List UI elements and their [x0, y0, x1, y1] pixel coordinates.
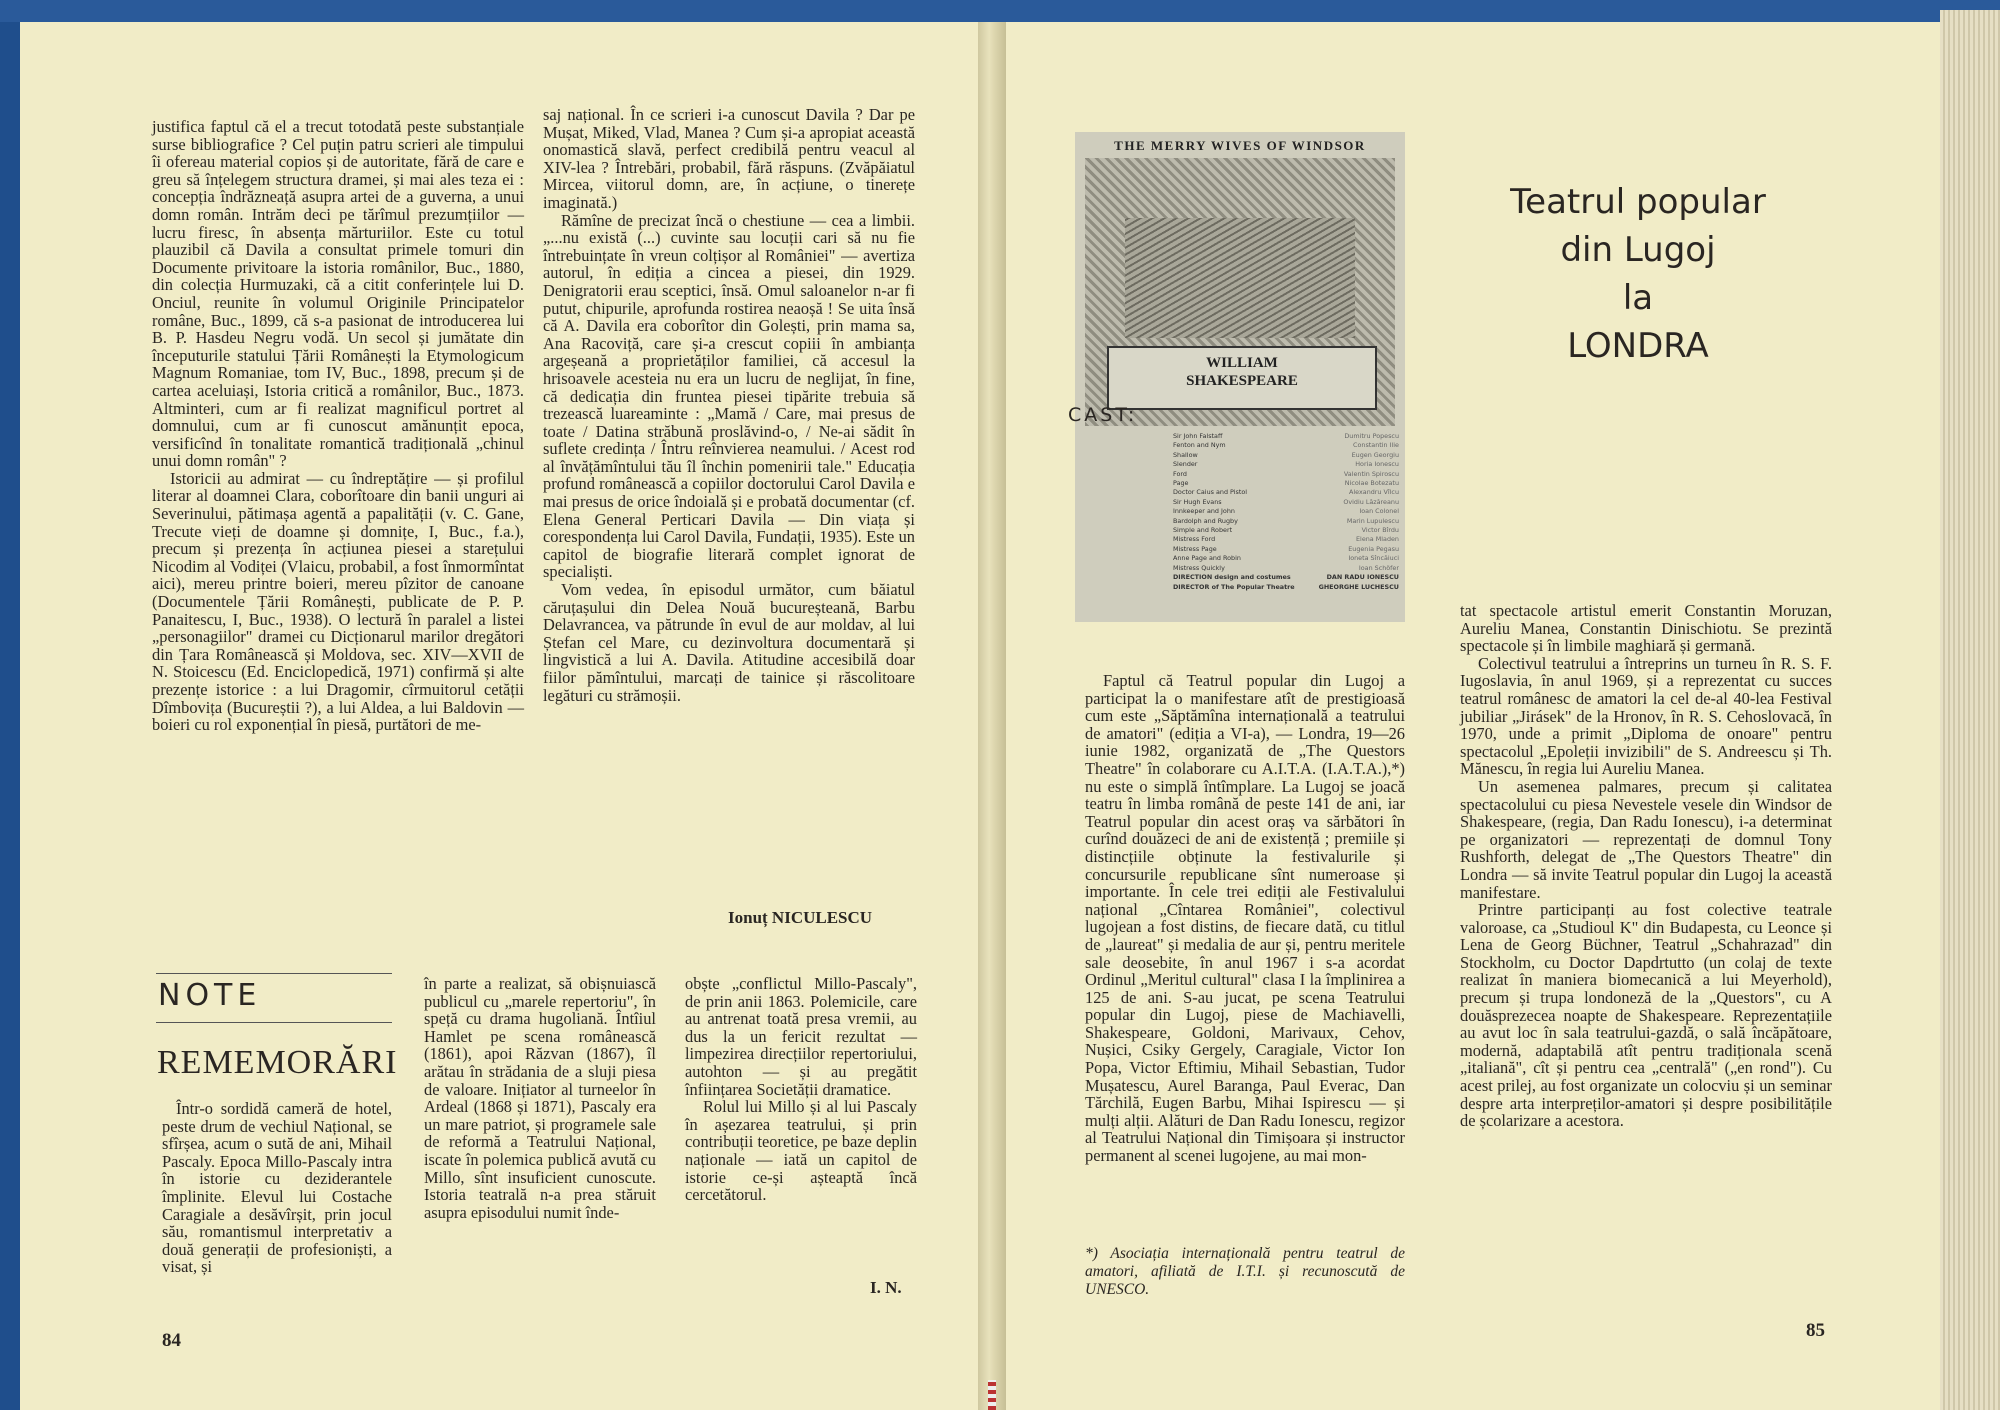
cast-actor: Constantin Ilie [1353, 441, 1399, 450]
lugoj-column-2 [1460, 602, 1832, 1130]
cast-actor: Elena Mladen [1356, 535, 1399, 544]
cast-role: Simple and Robert [1173, 526, 1233, 535]
poster-cast-list [1173, 432, 1399, 592]
credit-name: DAN RADU IONESCU [1326, 573, 1399, 582]
cast-role: Fenton and Nym [1173, 441, 1226, 450]
play-poster-photo [1075, 132, 1405, 622]
cast-actor: Ovidiu Lăzăreanu [1343, 497, 1399, 506]
headline-line: LONDRA [1567, 326, 1709, 366]
notes-column-1: Într-o sordidă cameră de hotel, peste drum de vechiul Național, se sfîrșea, acum o sută de ani, Mihail Pascaly. Epoca Millo-Pascaly intra în istorie cu deziderantele împlinite. Elevul lui Costache Caragiale a desăvîrșit, prin jocul său, romantismul interpretativ a două generații de profesioniști, a visat, și [162, 1099, 392, 1277]
article-paragraph: justifica faptul că el a trecut totodată peste substanțiale surse bibliografice ? Cel puțin patru scrieri ale timpului îi ofereau material copios și de autoritate, fără de care e greu să înțelegem structura dramei, și mai ales teza ei : concepția îndrăzneață asupra artei de a guverna, a unui domn român. Intrăm deci pe tărîmul prezumțiilor — lucru firesc, în absența mărturiilor. Este cu totul plauzibil că Davila a consultat primele tomuri din Documente privitoare la istoria românilor, Buc., 1880, din colecția Hurmuzaki, că a citit conferințele lui D. Onciul, reunite în volumul Originile Principatelor române, Buc., 1899, că s-a pasionat de introducerea lui B. P. Hasdeu Negru vodă. Un secol și jumătate din începuturile statului Țării Românești la Etymologicum Magnum Romaniae, tom IV, Buc., 1898, precum și de cartea aceluiași, Istoria critică a românilor, Buc., 1873. Altminteri, cum ar fi realizat magnificul portret al domnului, cum ar fi cunoscut amănunțit epoca, versificînd în tonalitate romantică tradițională „chinul unui domn român" ? [152, 117, 524, 471]
cast-actor: Ioan Schöfer [1358, 563, 1399, 572]
page-number-right: 85 [1806, 1320, 1825, 1341]
lugoj-paragraph: Printre participanți au fost colective teatrale valoroase, ca „Studioul K" din Budapesta, cu Leonce și Lena de Georg Büchner, Teatrul „Schahrazad" din Stockholm, cu Doctor Dapdrtutto (un colaj de texte realizat în maniera biomecanică a lui Meyerhold), precum și trupa londoneză de la „Questors", cu A douăsprezecea noapte de Shakespeare. Reprezentațiile au avut loc în sala teatrului-gazdă, o sală încăpătoare, modernă, adaptabilă atît pentru tradiționala scenă „italiană", cît și pentru cea „centrală" („en rond"). Cu acest prilej, au fost organizate un colocviu și un seminar despre arta interpreților-amatori și despre posibilitățile de școlarizare a acestora. [1460, 900, 1832, 1131]
notes-paragraph: Rolul lui Millo și al lui Pascaly în așezarea teatrului, și prin contribuții teoretice, pe baze deplin naționale — iată un capitol de istorie ce-și așteaptă încă cercetătorul. [685, 1097, 917, 1205]
credit-label: DIRECTOR of The Popular Theatre [1173, 582, 1295, 591]
book-cover-top [0, 0, 2000, 22]
article-column-1 [152, 118, 524, 734]
headline-line: la [1622, 278, 1654, 318]
poster-author [1107, 346, 1377, 410]
cast-role: Shallow [1173, 450, 1198, 459]
article-paragraph: Vom vedea, în episodul următor, cum băiatul căruțașului din Delea Nouă bucureșteană, Barbu Delavrancea, va pătrunde în evul de aur moldav, al lui Ștefan cel Mare, cu dezinvoltura documentară și lingvistică a lui A. Davila. Atitudine accesibilă doar fiilor pămîntului, marcați de tainice și răscolitoare legături cu strămoșii. [543, 580, 915, 705]
cast-row [1173, 545, 1399, 554]
notes-column-3 [685, 975, 917, 1204]
poster-stage-drawing [1125, 218, 1355, 338]
cast-row [1173, 451, 1399, 460]
article-paragraph: saj național. În ce scrieri i-a cunoscut Davila ? Dar pe Mușat, Miked, Vlad, Manea ? Cum și-a apropiat această onomastică slavă, perfect credibilă pentru veacul al XIV-lea ? Întrebări, probabil, fără răspuns. (Zvăpăiatul Mircea, viitorul domn, are, în acțiune, o tinerețe imaginată.) [543, 105, 915, 212]
headline-line: Teatrul popular [1510, 182, 1766, 222]
divider [156, 973, 392, 974]
lugoj-column-1: Faptul că Teatrul popular din Lugoj a participat la o manifestare atît de prestigioasă cum este „Săptămîna internațională a teatrului de amatori" (ediția a VI-a), — Londra, 19—26 iunie 1982, organizată de „The Questors Theatre" în colaborare cu A.I.T.A. (I.A.T.A.),*) nu este o simplă întîmplare. La Lugoj se joacă teatru în limba română de peste 141 de ani, iar Teatrul popular din acest oraș va sărbători în curînd douăzeci de ani de existență ; premiile și distincțiile obținute la festivalurile și concursurile republicane sînt numeroase și importante. În cele trei ediții ale Festivalului național „Cîntarea României", colectivul lugojean a fost distins, de fiecare dată, cu titlul de „laureat" și medalia de aur și, pentru meritele sale deosebite, în anul 1967 i s-a acordat Ordinul „Meritul cultural" clasa I la împlinirea a 125 de ani. S-au jucat, pe scena Teatrului popular din Lugoj, piese de Machiavelli, Shakespeare, Goldoni, Marivaux, Cehov, Nușici, Csiky Gergely, Caragiale, Victor Ion Popa, Victor Eftimiu, Mihail Sebastian, Tudor Mușatescu, Aurel Baranga, Paul Everac, Dan Tărchilă, Eugen Barbu, Mihai Ispirescu — și mulți alții. Alături de Dan Radu Ionescu, regizor al Teatrului Național din Timișoara și instructor permanent al scenei lugojene, au mai mon- [1085, 671, 1405, 1166]
article-paragraph: Istoricii au admirat — cu îndreptățire — și profilul literar al doamnei Clara, coborîtoare din banii unguri ai Severinului, pătimașa agentă a papalității (v. C. Gane, Trecute vieți de doamne și domnițe, I, Buc., f.a.), precum și prezența în acțiunea piesei a starețului Nicodim al Vodiței (Vlaicu, probabil, a fost înmormîntat aici), mereu printre boieri, mereu pîzitor de canoane (Documentele Țării Românești, publicate de P. P. Panaitescu, I, Buc., 1938). O lectură în paralel a listei „personagiilor" dramei cu Dicționarul marilor dregători din Țara Românească și Moldova, sec. XIV—XVII de N. Stoicescu (Ed. Enciclopedică, 1971) confirmă și alte prezențe istorice : a lui Dragomir, cîrmuitorul cetății Dîmbovița (Bucureștii ?), a lui Aldea, a lui Baldovin — boieri cu rol exponențial în piesă, purtători de me- [152, 468, 524, 735]
divider [156, 1022, 392, 1023]
cast-role: Ford [1173, 469, 1187, 478]
cast-row [1173, 517, 1399, 526]
notes-column-2: în parte a realizat, să obișnuiască publicul cu „marele repertoriu", în speță cu drama hugoliană. Întîiul Hamlet pe scena românească (1861), apoi Răzvan (1867), îl arătau în strădania de a sluji piesa de valoare. Inițiator al turneelor în Ardeal (1868 și 1871), Pascaly era un mare patriot, și programele sale de reformă a Teatrului Național, iscate în polemica publică avută cu Millo, sînt insuficient cunoscute. Istoria teatrală n-a prea stăruit asupra episodului numit înde- [424, 974, 656, 1222]
credit-name: GHEORGHE LUCHESCU [1318, 582, 1399, 591]
cast-role: Sir John Falstaff [1173, 432, 1223, 440]
cast-row [1173, 498, 1399, 507]
cast-actor: Ioneta Sîncăiuci [1348, 554, 1399, 563]
article-column-2 [543, 106, 915, 704]
article-paragraph: Rămîne de precizat încă o chestiune — cea a limbii. „...nu există (...) cuvinte sau locuții cari să nu fie întrebuințate în vreun colțișor al României" — avertiza autorul, în ediția a cincea a piesei, din 1929. Denigratorii erau sceptici, însă. Omul saloanelor n-ar fi putut, chipurile, aprofunda rostirea neaoșă ! Se uita însă că A. Davila era coborîtor din Golești, prin mama sa, Ana Racoviță, care și-a crescut copiii în ambianța argeșeană a proprietăților familiei, că accesul la hrisoavele acesteia nu era un lucru de neglijat, în fine, că dedicația din fruntea piesei tipărite trebuia să trezească luareaminte : „Mamă / Care, mai presus de toate / Datina străbună proslăvind-o, / Ne-ai sădit în suflete credința / Întru reînvierea neamului. / Acest rod al învățămîntului tău îl închin pomenirii tale." Educația profund românească a copiilor doctorului Carol Davila e mai presus de orice îndoială și e probată documentar (cf. Elena General Perticari Davila — Din viața și corespondența lui Carol Davila, Fundații, 1935). Este un capitol de biografie literară complet ignorat de specialiști. [543, 210, 915, 582]
cast-role: Mistress Quickly [1173, 563, 1225, 572]
cast-actor: Alexandru Vîlcu [1349, 488, 1399, 497]
page-edges [1940, 10, 2000, 1410]
footnote: *) Asociația internațională pentru teatrul de amatori, afiliată de I.T.I. și recunoscută de UNESCO. [1085, 1245, 1405, 1298]
cast-actor: Valentin Spiroscu [1343, 469, 1399, 478]
cast-row [1173, 535, 1399, 544]
cast-actor: Horia Ionescu [1355, 460, 1399, 469]
lugoj-paragraph: Un asemenea palmares, precum și calitatea spectacolului cu piesa Nevestele vesele din Windsor de Shakespeare, (regia, Dan Radu Ionescu), i-a determinat pe organizatori — reprezentați de domnul Tony Rushforth, delegat de „The Questors Theatre" din Londra — să invite Teatrul popular din Lugoj la această manifestare. [1460, 776, 1832, 902]
poster-author-first: WILLIAM [1206, 355, 1278, 371]
cast-row [1173, 507, 1399, 516]
poster-author-last: SHAKESPEARE [1186, 373, 1298, 389]
cast-row [1173, 470, 1399, 479]
cast-role: Mistress Ford [1173, 535, 1216, 544]
lugoj-paragraph: Colectivul teatrului a întreprins un turneu în R. S. F. Iugoslavia, în anul 1969, și a reprezentat cu succes teatrul românesc de amatori la cel de-al 40-lea Festival jubiliar „Jirásek" de la Hronov, în R. S. Cehoslovacă, în 1970, unde a primit „Diploma de onoare" pentru spectacolul „Epoleții invizibili" de S. Andreescu și Th. Mănescu, în regia lui Aureliu Manea. [1460, 653, 1832, 779]
cast-role: Sir Hugh Evans [1173, 497, 1222, 506]
credit-label: DIRECTION design and costumes [1173, 573, 1291, 582]
cast-role: Slender [1173, 460, 1198, 469]
book-gutter [978, 22, 1006, 1410]
notes-paragraph: obște „conflictul Millo-Pascaly", de prin anii 1863. Polemicile, care au antrenat toată presa vremii, au dus la un fericit rezultat — limpezirea direcțiilor repertoriului, autohton — și au pregătit înființarea Societății dramatice. [685, 974, 917, 1099]
cast-row [1173, 564, 1399, 573]
cast-role: Doctor Caius and Pistol [1173, 488, 1248, 497]
lugoj-paragraph: tat spectacole artistul emerit Constantin Moruzan, Aureliu Manea, Constantin Dinischiotu. Se prezintă spectacole și în limbile maghiară și germană. [1460, 601, 1832, 656]
cast-row [1173, 432, 1399, 441]
cast-row [1173, 479, 1399, 488]
cast-role: Innkeeper and John [1173, 507, 1235, 516]
cast-row [1173, 526, 1399, 535]
cast-actor: Ioan Colonel [1359, 507, 1399, 516]
notes-subtitle: REMEMORĂRI [157, 1044, 398, 1081]
cast-actor: Dumitru Popescu [1344, 432, 1399, 440]
cast-actor: Nicolae Botezatu [1344, 479, 1399, 488]
article-signature: Ionuț NICULESCU [728, 908, 873, 927]
cast-role: Mistress Page [1173, 544, 1217, 553]
cast-role: Bardolph and Rugby [1173, 516, 1238, 525]
cast-actor: Eugenia Pegasu [1348, 544, 1399, 553]
cast-row [1173, 488, 1399, 497]
cast-row [1173, 460, 1399, 469]
cast-actor: Marin Lupulescu [1346, 516, 1399, 525]
cast-credit-row [1173, 583, 1399, 592]
page-number-left: 84 [162, 1330, 181, 1351]
notes-signature: I. N. [870, 1278, 902, 1297]
headline-line: din Lugoj [1560, 230, 1716, 270]
poster-title: THE MERRY WIVES OF WINDSOR [1114, 138, 1366, 153]
cast-role: Page [1173, 479, 1189, 488]
poster-cast-label: CAST: [1068, 404, 1138, 426]
cast-actor: Victor Bîrdu [1361, 526, 1399, 535]
cast-row [1173, 554, 1399, 563]
cast-row [1173, 441, 1399, 450]
article-headline [1468, 178, 1808, 370]
cast-credit-row [1173, 573, 1399, 582]
poster-illustration [1085, 158, 1395, 426]
notes-section-title: NOTE [158, 978, 262, 1013]
cast-role: Anne Page and Robin [1173, 554, 1241, 563]
binding-stitch [988, 1380, 996, 1410]
cast-actor: Eugen Georgiu [1351, 450, 1399, 459]
